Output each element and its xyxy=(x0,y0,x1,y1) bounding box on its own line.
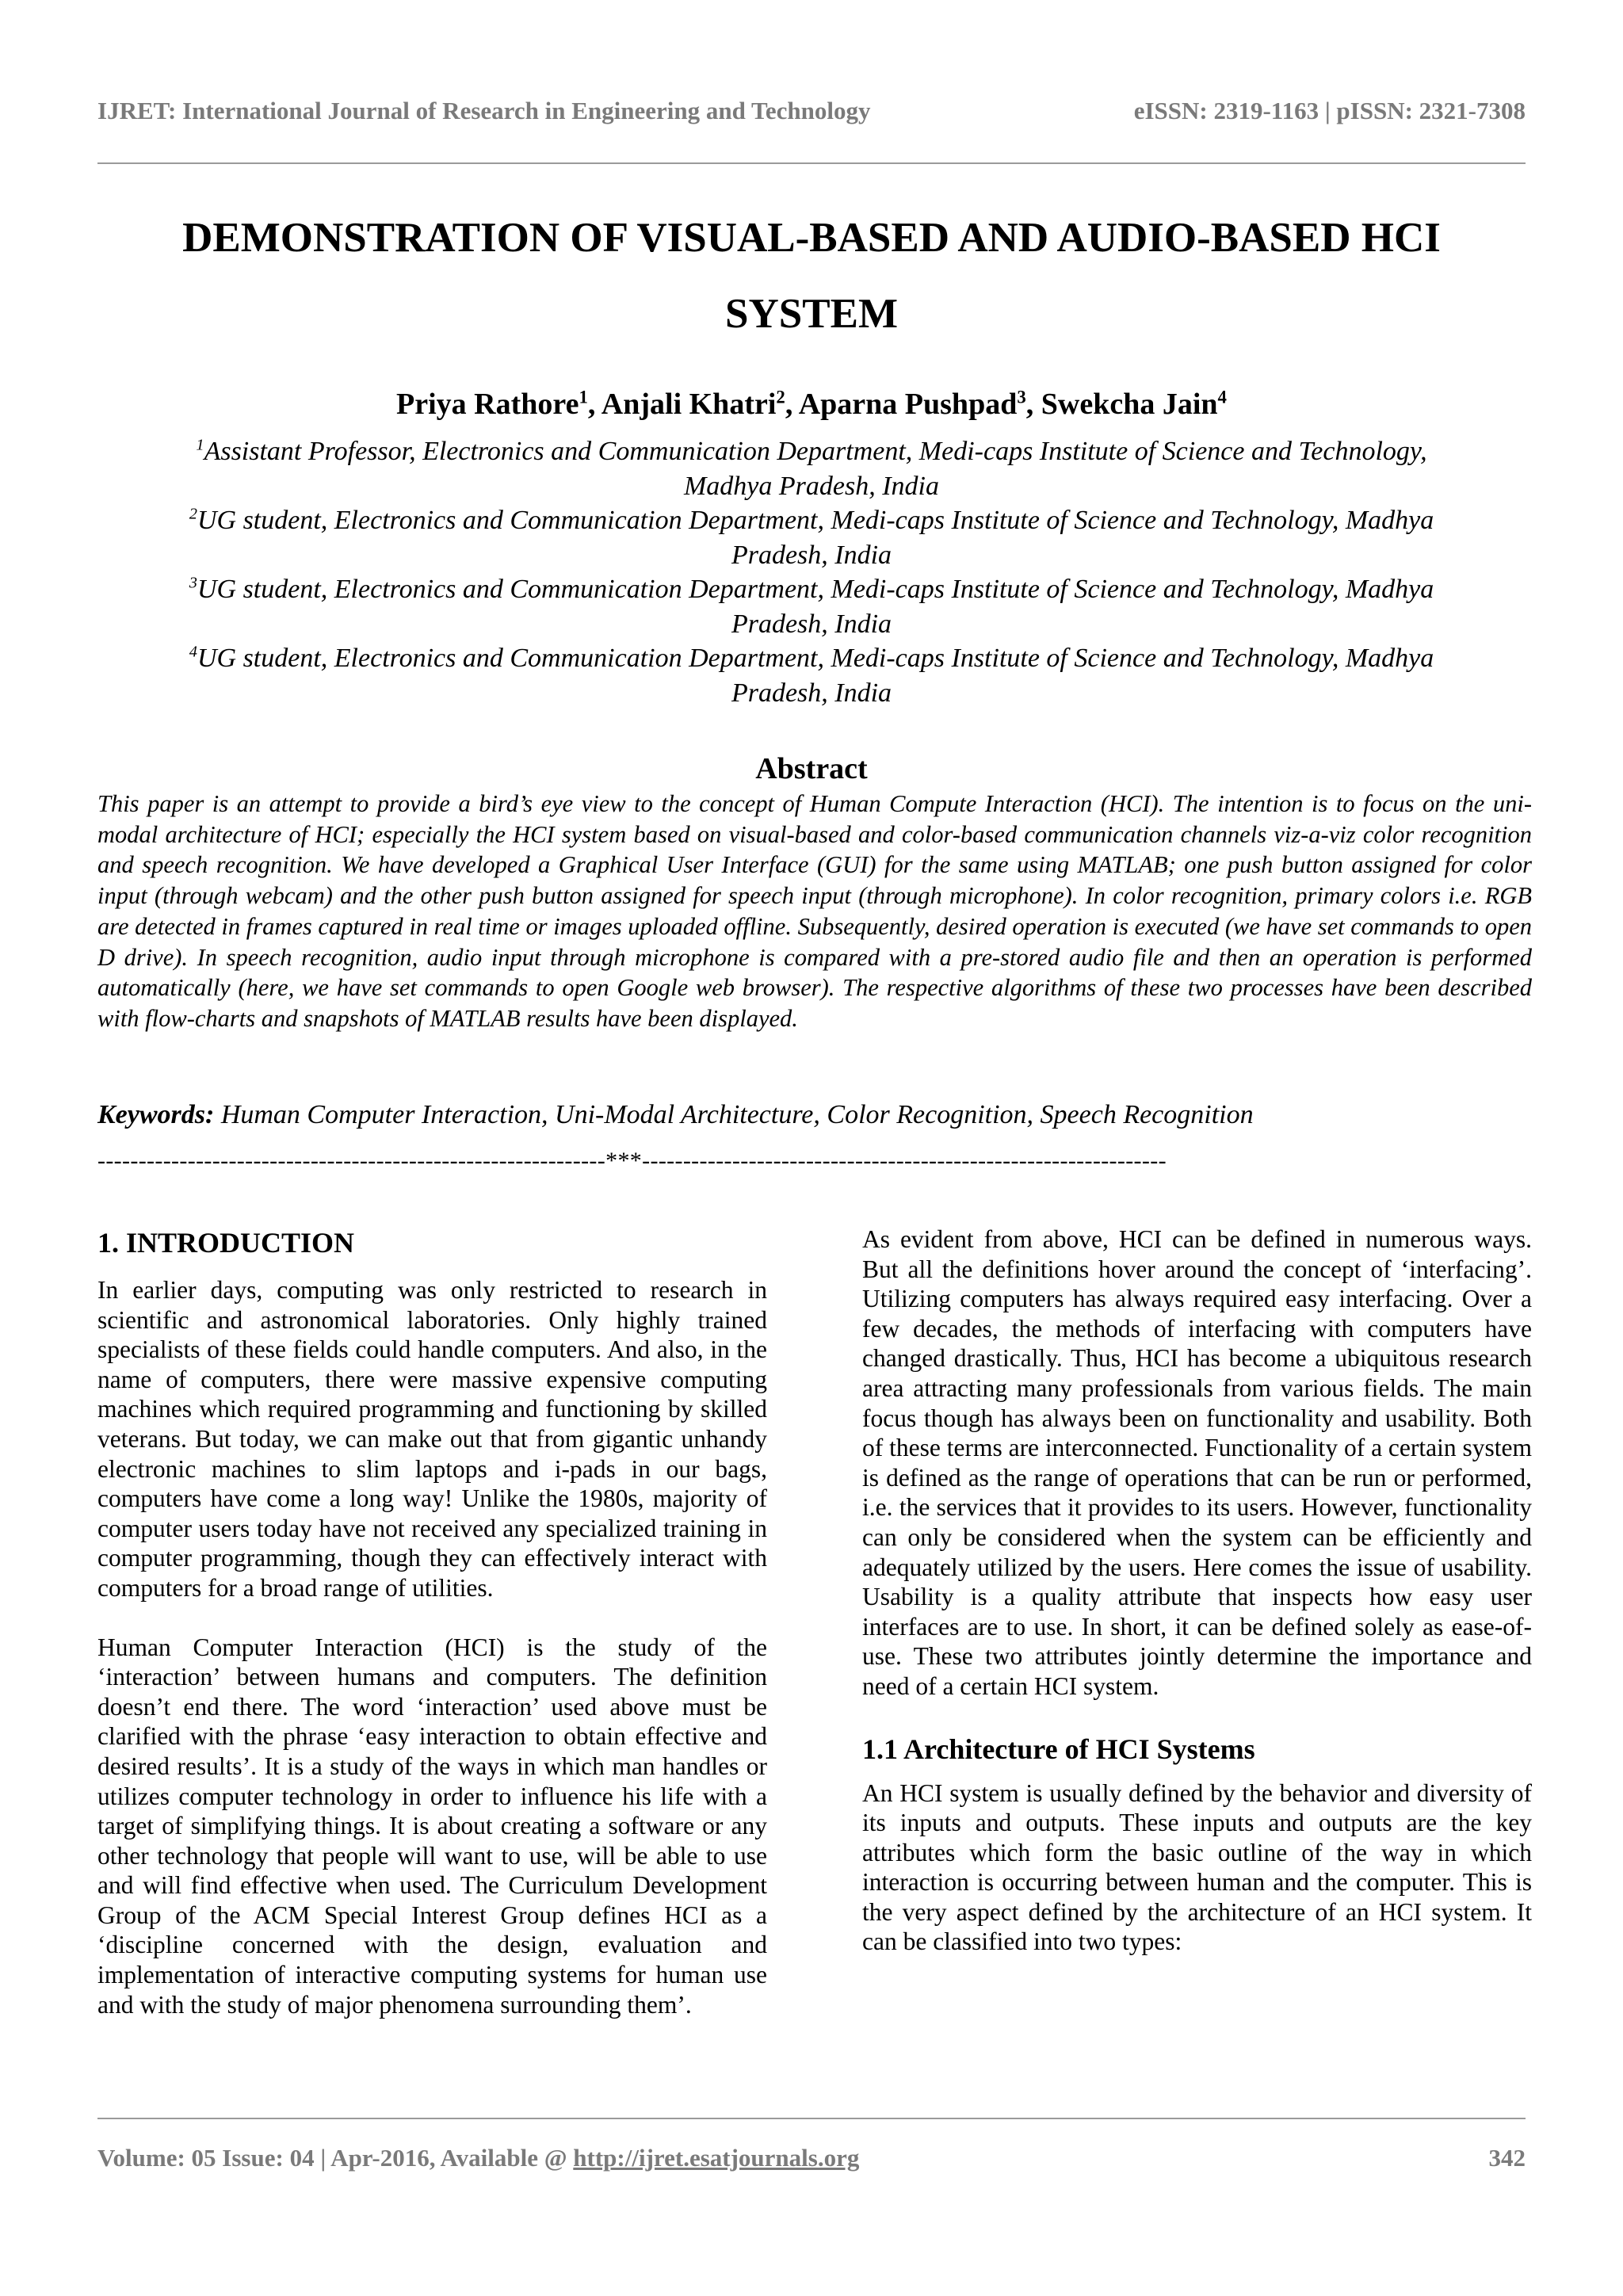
author-name: Swekcha Jain xyxy=(1041,388,1218,421)
intro-paragraph-1: In earlier days, computing was only restricted to research in scientific and astronomical laboratories. Only highly trained specialists of these fields could handle computers. And also, in the name of computers, there were massive expensive computing machines which required programming and functioning by skilled veterans. But today, we can make out that from gigantic unhandy electronic machines to slim laptops and i-pads in our bags, computers have come a long way! Unlike the 1980s, majority of computer users today have not received any specialized training in computer programming, though they can effectively interact with computers for a broad range of utilities. xyxy=(97,1276,767,1602)
title-line-2: SYSTEM xyxy=(725,291,898,337)
affiliation-line: Assistant Professor, Electronics and Communication Department, Medi-caps Institute of Science and Technology, xyxy=(204,437,1427,466)
keywords-text: Human Computer Interaction, Uni-Modal Architecture, Color Recognition, Speech Recognition xyxy=(220,1100,1254,1129)
running-header xyxy=(97,97,1526,136)
abstract-heading: Abstract xyxy=(755,752,868,785)
affiliation-sup: 4 xyxy=(189,643,197,661)
affiliation-line: UG student, Electronics and Communication Department, Medi-caps Institute of Science and Technology, Madhya xyxy=(197,575,1434,604)
title-line-1: DEMONSTRATION OF VISUAL-BASED AND AUDIO-BASED HCI xyxy=(182,215,1441,261)
affiliation-line: UG student, Electronics and Communication Department, Medi-caps Institute of Science and Technology, Madhya xyxy=(197,506,1434,535)
author-name: Priya Rathore xyxy=(396,388,579,421)
author-name: Aparna Pushpad xyxy=(798,388,1018,421)
affiliation xyxy=(97,434,1526,469)
affiliation-sup: 3 xyxy=(189,574,197,592)
architecture-paragraph: An HCI system is usually defined by the behavior and diversity of its inputs and outputs. These inputs and outputs are the key attributes which form the basic outline of the way in which interaction is occurring between human and the computer. This is the very aspect defined by the architecture of an HCI system. It can be classified into two types: xyxy=(862,1778,1532,1956)
affiliation-cont: Pradesh, India xyxy=(731,678,892,708)
affiliation-sup: 2 xyxy=(189,505,197,523)
affiliation xyxy=(97,503,1526,538)
author-sup: 2 xyxy=(776,387,785,407)
architecture-heading: 1.1 Architecture of HCI Systems xyxy=(862,1733,1255,1765)
journal-name: IJRET: International Journal of Research in Engineering and Technology xyxy=(97,97,871,124)
affiliation-sup: 1 xyxy=(196,436,204,454)
intro-paragraph-3: As evident from above, HCI can be defined in numerous ways. But all the definitions hover around the concept of ‘interfacing’. Utilizing computers has always required easy interfacing. Over a few decades, the methods of interfacing with computers have changed drastically. Thus, HCI has become a ubiquitous research area attracting many professionals from various fields. The main focus though has always been on functionality and usability. Both of these terms are interconnected. Functionality of a certain system is defined as the range of operations that can be run or performed, i.e. the services that it provides to its users. However, functionality can only be considered when the system can be efficiently and adequately utilized by the users. Here comes the issue of usability. Usability is a quality attribute that inspects how easy user interfaces are to use. In short, it can be defined solely as ease-of-use. These two attributes jointly determine the importance and need of a certain HCI system. xyxy=(862,1225,1532,1700)
footer-rule xyxy=(97,2118,1526,2119)
keywords-label: Keywords: xyxy=(97,1100,215,1129)
author-sup: 3 xyxy=(1017,387,1026,407)
author-list: Priya Rathore$^1$, Anjali Khatri$^2$, Aparna Pushpad$^3$, Swekcha Jain$^4$ xyxy=(396,387,1227,421)
affiliation-cont: Pradesh, India xyxy=(731,540,892,570)
intro-paragraph-2: Human Computer Interaction (HCI) is the study of the ‘interaction’ between humans and computers. The definition doesn’t end there. The word ‘interaction’ used above must be clarified with the phrase ‘easy interaction to obtain effective and desired results’. It is a study of the ways in which man handles or utilizes computer technology in order to influence his life with a target of simplifying things. It is about creating a software or any other technology that people will want to use, will be able to use and will find effective when used. The Curriculum Development Group of the ACM Special Interest Group defines HCI as a ‘discipline concerned with the design, evaluation and implementation of interactive computing systems for human use and with the study of major phenomena surrounding them’. xyxy=(97,1633,767,2019)
affiliation xyxy=(97,572,1526,607)
intro-heading: 1. INTRODUCTION xyxy=(97,1227,355,1259)
footer-volume: Volume: 05 Issue: 04 | Apr-2016, Available @ xyxy=(97,2144,574,2172)
running-footer xyxy=(97,2144,1526,2172)
affiliation-cont: Madhya Pradesh, India xyxy=(683,471,939,501)
author-sup: 4 xyxy=(1217,387,1227,407)
paper-title xyxy=(97,200,1526,352)
abstract-text: This paper is an attempt to provide a bird’s eye view to the concept of Human Compute Interaction (HCI). The intention is to focus on the uni-modal architecture of HCI; especially the HCI system based on visual-based and color-based communication channels viz-a-viz color recognition and speech recognition. We have developed a Graphical User Interface (GUI) for the same using MATLAB; one push button assigned for color input (through webcam) and the other push button assigned for speech input (through microphone). In color recognition, primary colors i.e. RGB are detected in frames captured in real time or images uploaded offline. Subsequently, desired operation is executed (we have set commands to open D drive). In speech recognition, audio input through microphone is compared with a pre-stored audio file and then an operation is performed automatically (here, we have set commands to open Google web browser). The respective algorithms of these two processes have been described with flow-charts and snapshots of MATLAB results have been displayed. xyxy=(97,790,1532,1032)
affiliation-list xyxy=(97,434,1526,710)
page-number: 342 xyxy=(1488,2144,1526,2172)
affiliation-line: UG student, Electronics and Communication Department, Medi-caps Institute of Science and Technology, Madhya xyxy=(197,644,1434,673)
affiliation-cont: Pradesh, India xyxy=(731,609,892,639)
author-name: Anjali Khatri xyxy=(601,388,777,421)
journal-link[interactable]: http://ijret.esatjournals.org xyxy=(573,2144,860,2172)
right-column xyxy=(862,1224,1532,1986)
left-column xyxy=(97,1224,767,2049)
section-separator: --------------------------------------------------------------***---------------------------------------------------------------- xyxy=(97,1148,1167,1174)
header-rule xyxy=(97,162,1526,164)
keywords xyxy=(97,1098,1532,1133)
affiliation xyxy=(97,641,1526,676)
author-sup: 1 xyxy=(579,387,588,407)
issn-info: eISSN: 2319-1163 | pISSN: 2321-7308 xyxy=(1133,97,1526,124)
